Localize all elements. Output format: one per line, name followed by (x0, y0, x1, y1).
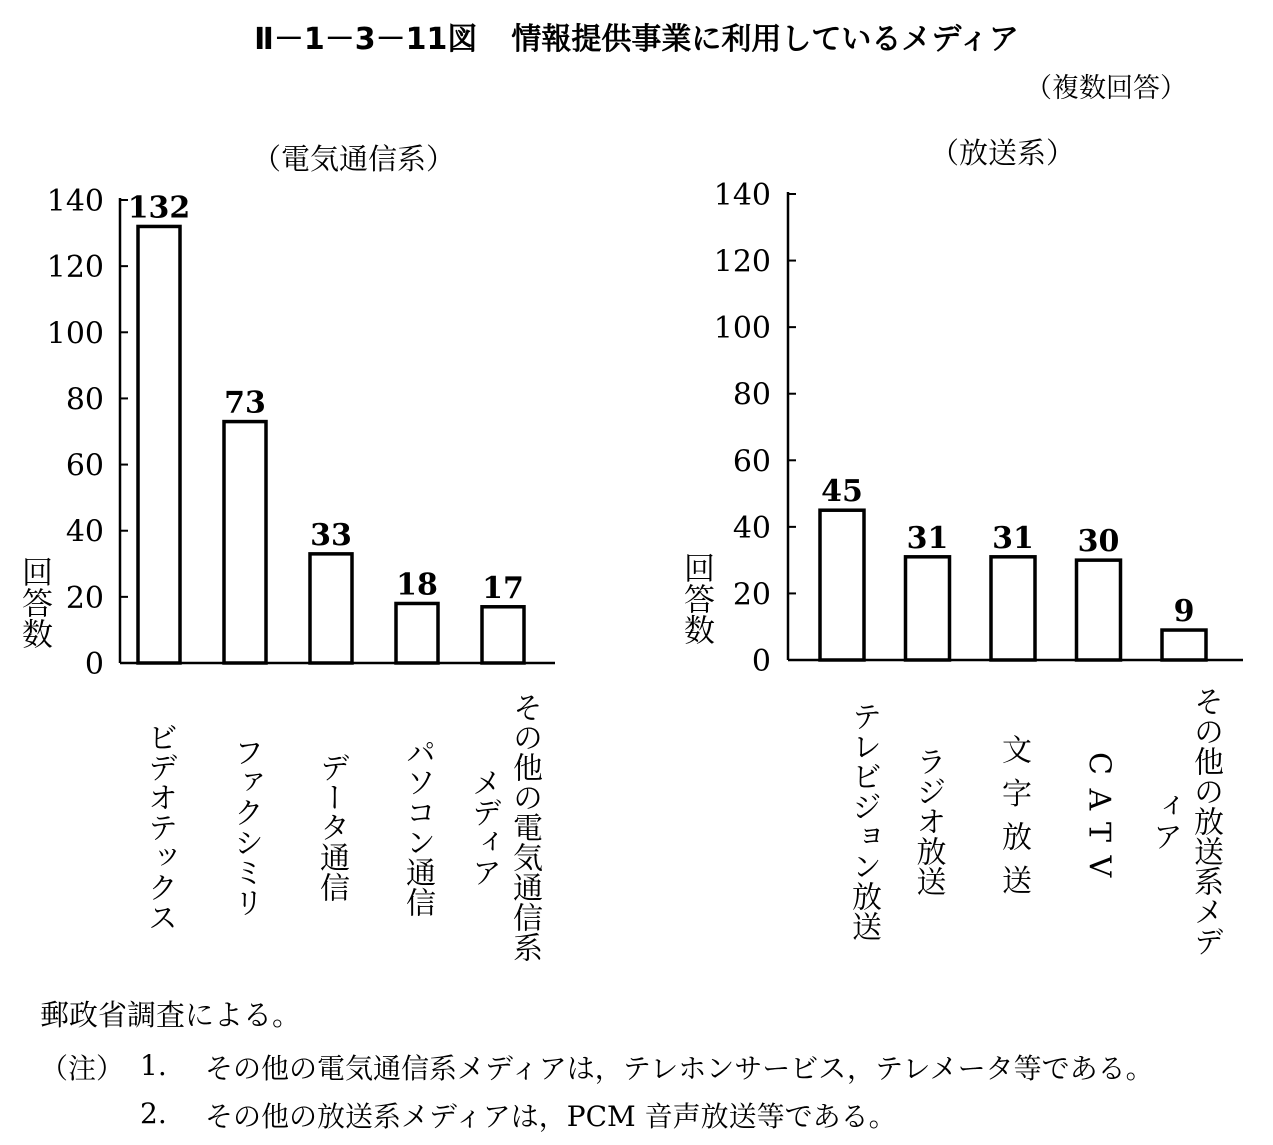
bar (138, 226, 180, 663)
data-label: 73 (224, 385, 266, 421)
bar (820, 510, 864, 660)
y-axis-label-broadcast (679, 552, 713, 651)
data-label: 31 (906, 520, 949, 556)
category-label: ラジオ放送 (910, 746, 946, 896)
y-tick-label: 0 (751, 644, 771, 679)
y-tick-label: 20 (65, 580, 104, 616)
bar (906, 557, 950, 660)
data-label: 45 (821, 474, 863, 510)
y-tick-label: 100 (46, 316, 104, 352)
category-label: ファクシミリ (228, 737, 263, 917)
y-tick-label: 120 (46, 250, 104, 286)
data-label: 9 (1173, 594, 1195, 630)
bar (310, 554, 352, 663)
figure-number: Ⅱ－1－3－11図 (254, 22, 478, 57)
bar (1162, 630, 1206, 660)
y-tick-label: 100 (713, 311, 771, 347)
category-label: 文字放送 (996, 734, 1031, 908)
category-label: その他の電気通信系メディア (466, 692, 542, 962)
data-label: 18 (396, 567, 438, 603)
y-tick-label: 80 (65, 382, 104, 418)
data-label: 17 (482, 570, 524, 606)
y-tick-label: 80 (732, 377, 771, 413)
chart-subtitle-broadcast: （放送系） (930, 136, 1076, 170)
y-tick-label: 40 (65, 514, 104, 550)
note-1-text: その他の電気通信系メディアは，テレホンサービス，テレメータ等である。 (205, 1052, 1154, 1085)
bar (396, 603, 438, 663)
category-label: ビデオテックス (142, 722, 177, 932)
notes-label: （注） (40, 1052, 125, 1085)
source-note: 郵政省調査による。 (40, 998, 302, 1032)
chart-subtitle-telecom: （電気通信系） (252, 142, 456, 176)
data-label: 30 (1077, 524, 1120, 560)
multiple-answer-note: （複数回答） (1025, 73, 1187, 104)
y-axis-label-text: 回答数 (678, 552, 714, 645)
y-tick-label: 0 (84, 647, 104, 682)
data-label: 31 (992, 520, 1034, 556)
y-tick-label: 120 (713, 244, 771, 280)
y-tick-label: 60 (732, 444, 771, 480)
bar (1077, 560, 1121, 660)
y-tick-label: 20 (732, 577, 771, 613)
bar (224, 422, 266, 663)
bar (991, 557, 1035, 660)
data-label: 33 (310, 517, 352, 553)
note-2-number: 2. (140, 1097, 167, 1130)
note-1-number: 1. (140, 1049, 167, 1082)
data-label: 132 (127, 190, 191, 226)
y-axis-label-text: 回答数 (16, 556, 52, 649)
category-label: データ通信 (314, 752, 349, 902)
category-label: パソコン通信 (400, 737, 435, 917)
category-label: テレビジョン放送 (846, 701, 881, 941)
y-tick-label: 140 (46, 184, 104, 219)
y-tick-label: 40 (732, 510, 771, 546)
bar (482, 607, 524, 663)
note-2-text: その他の放送系メディアは，PCM 音声放送等である。 (205, 1100, 897, 1133)
category-label: その他の放送系メディア (1147, 686, 1223, 956)
category-label: CATV (1081, 751, 1117, 891)
y-tick-label: 140 (713, 178, 771, 213)
y-tick-label: 60 (65, 448, 104, 484)
figure-title-text: 情報提供事業に利用しているメディア (511, 22, 1019, 57)
